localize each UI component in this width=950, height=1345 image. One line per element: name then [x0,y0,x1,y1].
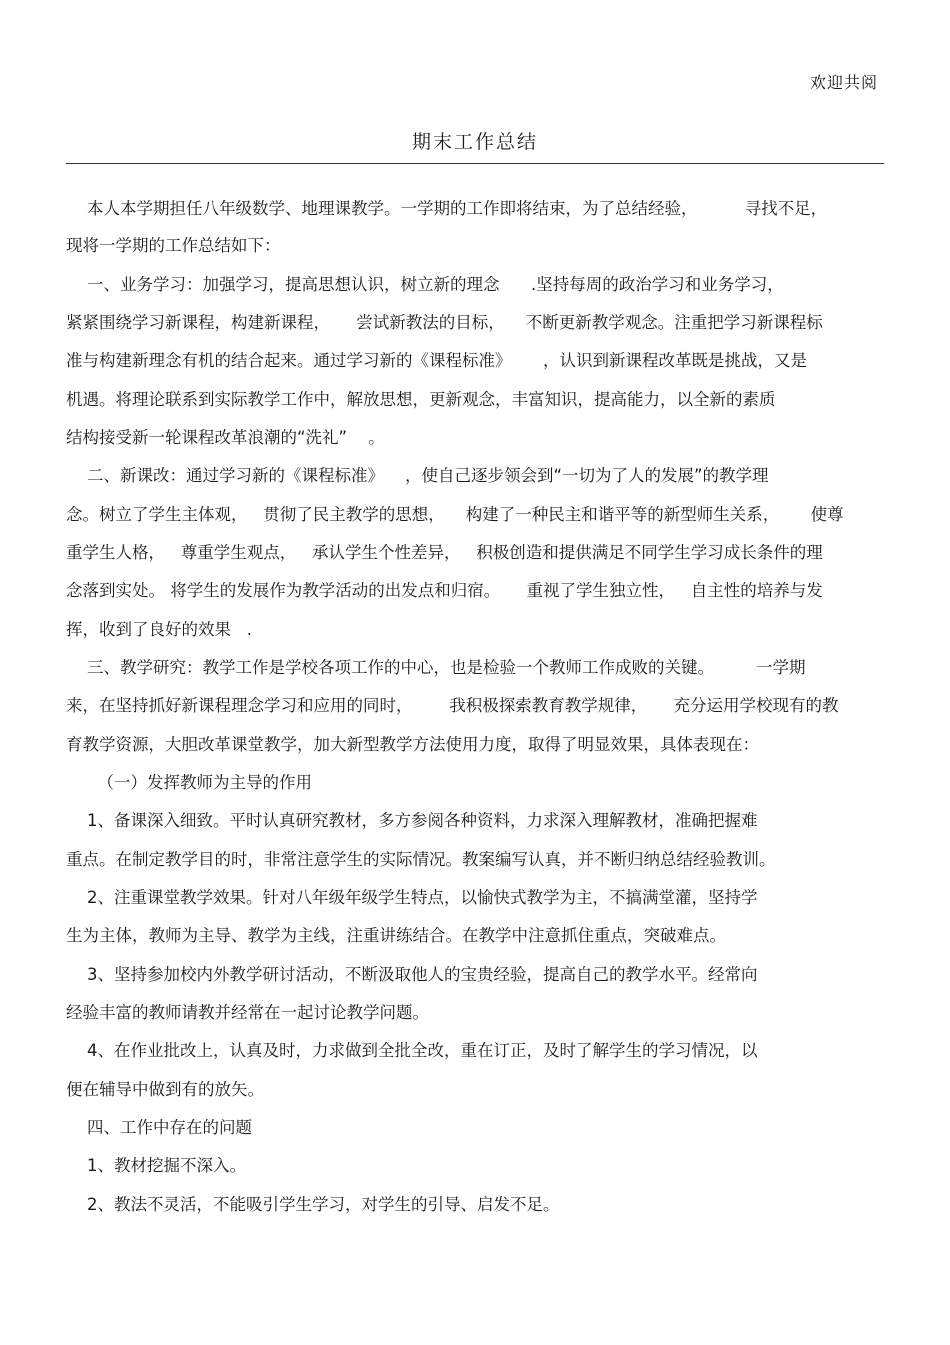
body-line: 来，在坚持抓好新课程理念学习和应用的同时， 我积极探索教育教学规律， 充分运用学校现有的教 [66,696,839,715]
body-line: 三、教学研究：教学工作是学校各项工作的中心，也是检验一个教师工作成败的关键。 一学期 [66,658,806,677]
body-line: （一）发挥教师为主导的作用 [66,773,312,792]
body-line: 2、教法不灵活，不能吸引学生学习，对学生的引导、启发不足。 [66,1195,560,1214]
body-line: 机遇。将理论联系到实际教学工作中，解放思想，更新观念，丰富知识，提高能力，以全新的素质 [66,390,776,409]
document-title: 期末工作总结 [411,131,538,153]
body-line: 四、工作中存在的问题 [66,1118,252,1137]
body-line: 重学生人格， 尊重学生观点， 承认学生个性差异， 积极创造和提供满足不同学生学习成长条件的理 [66,543,823,562]
body-line: 本人本学期担任八年级数学、地理课教学。一学期的工作即将结束，为了总结经验， 寻找不足， [66,199,828,218]
body-line: 育教学资源，大胆改革课堂教学，加大新型教学方法使用力度，取得了明显效果，具体表现在： [66,735,759,754]
body-line: 念落到实处。 将学生的发展作为教学活动的出发点和归宿。 重视了学生独立性， 自主性的培养与发 [66,581,823,600]
body-line: 2、注重课堂教学效果。针对八年级年级学生特点，以愉快式教学为主，不搞满堂灌，坚持学 [66,888,758,907]
body-line: 3、坚持参加校内外教学研讨活动，不断汲取他人的宝贵经验，提高自己的教学水平。经常向 [66,965,758,984]
body-line: 准与构建新理念有机的结合起来。通过学习新的《课程标准》 ，认识到新课程改革既是挑战，又是 [66,351,807,370]
body-line: 4、在作业批改上，认真及时，力求做到全批全改，重在订正，及时了解学生的学习情况，以 [66,1041,758,1060]
body-line: 紧紧围绕学习新课程，构建新课程， 尝试新教法的目标， 不断更新教学观念。注重把学习新课程标 [66,313,823,332]
body-line: 挥，收到了良好的效果 . [66,620,252,639]
body-line: 生为主体，教师为主导、教学为主线，注重讲练结合。在教学中注意抓住重点，突破难点。 [66,926,726,945]
body-line: 经验丰富的教师请教并经常在一起讨论教学问题。 [66,1003,429,1022]
body-line: 1、备课深入细致。平时认真研究教材，多方参阅各种资料，力求深入理解教材，准确把握难 [66,811,758,830]
body-line: 结构接受新一轮课程改革浪潮的“洗礼” 。 [66,428,385,447]
body-line: 念。树立了学生主体观， 贯彻了民主教学的思想， 构建了一种民主和谐平等的新型师生关系， 使尊 [66,505,844,524]
header-note: 欢迎共阅 [809,73,878,92]
body-line: 二、新课改：通过学习新的《课程标准》 ，使自己逐步领会到“一切为了人的发展”的教学理 [66,466,769,485]
body-line: 便在辅导中做到有的放矢。 [66,1080,264,1099]
body-line: 1、教材挖掘不深入。 [66,1156,246,1175]
body-line: 重点。在制定教学目的时，非常注意学生的实际情况。教案编写认真，并不断归纳总结经验教训。 [66,850,776,869]
body-line: 现将一学期的工作总结如下： [66,236,281,255]
body-line: 一、业务学习：加强学习，提高思想认识，树立新的理念 .坚持每周的政治学习和业务学习， [66,275,784,294]
title-divider [66,163,884,164]
